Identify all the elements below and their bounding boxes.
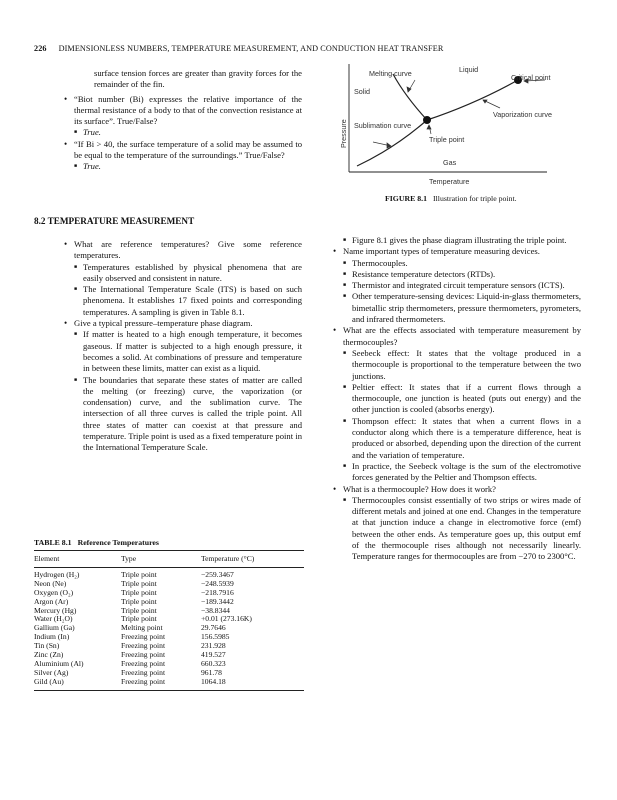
cell-element: Silver (Ag) xyxy=(34,667,69,677)
cell-temperature: +0.01 (273.16K) xyxy=(201,614,252,624)
figure-caption-label: FIGURE 8.1 xyxy=(385,194,428,203)
table-row xyxy=(34,607,304,616)
cell-temperature: −38.8344 xyxy=(201,605,230,615)
cell-temperature: 1064.18 xyxy=(201,678,304,690)
column-header-temperature: Temperature (°C) xyxy=(201,551,304,568)
figure-note: ■ Figure 8.1 gives the phase diagram illustrating the triple point. xyxy=(333,235,581,246)
cell-type: Triple point xyxy=(121,596,157,606)
answer-bi-40: ■ True. xyxy=(64,161,302,172)
cell-temperature: −189.3442 xyxy=(201,596,234,606)
answer-biot: ■ True. xyxy=(64,127,302,138)
device-thermistor: ■ Thermistor and integrated circuit temperature sensors (ICTS). xyxy=(333,280,581,291)
triple-point-marker xyxy=(423,116,431,124)
cell-type: Triple point xyxy=(121,578,157,588)
effect-seebeck: ■ Seebeck effect: It states that the voltage produced in a thermocouple is proportional to the temperature between the two junctions. xyxy=(333,348,581,382)
label-pressure: Pressure xyxy=(339,119,348,148)
cell-element: Water (H₂O) xyxy=(34,614,73,624)
cell-type: Melting point xyxy=(121,623,163,633)
table-row xyxy=(34,624,304,633)
effect-thompson: ■ Thompson effect: It states that when a current flows in a conductor along which there is a temperature difference, heat is produced or absorbed, depending upon the direction of the current and the variation of temperature. xyxy=(333,416,581,461)
table-row xyxy=(34,642,304,651)
label-melting-curve: Melting curve xyxy=(369,69,412,78)
cell-element: Tin (Sn) xyxy=(34,641,60,651)
table-header-row xyxy=(34,551,304,568)
answer-reference-a: ■ Temperatures established by physical phenomena that are easily observed and consistent in nature. xyxy=(64,262,302,285)
cell-temperature: 29.7646 xyxy=(201,623,226,633)
question-effects: • What are the effects associated with temperature measurement by thermocouples? xyxy=(333,325,581,348)
label-triple-point: Triple point xyxy=(429,135,465,144)
cell-type: Freezing point xyxy=(121,650,166,660)
label-liquid: Liquid xyxy=(459,65,479,74)
label-temperature: Temperature xyxy=(429,177,470,186)
cell-temperature: −248.5939 xyxy=(201,578,234,588)
table-row xyxy=(34,580,304,589)
phase-diagram xyxy=(335,62,575,202)
figure-caption-text: Illustration for triple point. xyxy=(433,194,517,203)
page-number: 226 xyxy=(34,44,47,53)
answer-thermocouple: ■ Thermocouples consist essentially of two strips or wires made of different metals and joined at one end. Changes in the temperature at that junction induce a change in electromotive force (emf) between the other ends. As temperature goes up, this output emf of the thermocouple rises although not necessarily linearly. Temperature ranges for thermocouples are from −270 to 2300°C. xyxy=(333,495,581,563)
cell-element: Argon (Ar) xyxy=(34,596,69,606)
table-row xyxy=(34,669,304,678)
cell-type: Triple point xyxy=(121,587,157,597)
question-device-types: • Name important types of temperature measuring devices. xyxy=(333,246,581,257)
cell-type: Freezing point xyxy=(121,641,166,651)
cell-element: Gallium (Ga) xyxy=(34,623,75,633)
cell-temperature: 961.78 xyxy=(201,667,222,677)
column-header-element: Element xyxy=(34,551,121,568)
table-row xyxy=(34,589,304,598)
cell-temperature: −218.7916 xyxy=(201,587,234,597)
question-phase-diagram: • Give a typical pressure–temperature phase diagram. xyxy=(64,318,302,329)
cell-element: Indium (In) xyxy=(34,632,70,642)
label-gas: Gas xyxy=(443,158,457,167)
label-vaporization-curve: Vaporization curve xyxy=(493,110,552,119)
cell-temperature: 231.928 xyxy=(201,641,226,651)
table-row xyxy=(34,567,304,579)
cell-element: Gild (Au) xyxy=(34,678,121,690)
question-reference-temperatures: • What are reference temperatures? Give some reference temperatures. xyxy=(64,239,302,262)
answer-reference-b: ■ The International Temperature Scale (ITS) is based on such phenomena. It establishes 17 fixed points and corresponding temperatures. A sampling is given in Table 8.1. xyxy=(64,284,302,318)
cell-temperature: 156.5985 xyxy=(201,632,230,642)
question-biot: • “Biot number (Bi) expresses the relative importance of the thermal resistance of a body to that of the convection resistance at its surface”. True/False? xyxy=(64,94,302,128)
section-title: 8.2 TEMPERATURE MEASUREMENT xyxy=(34,216,195,226)
cell-temperature: −259.3467 xyxy=(201,569,234,579)
question-bi-40: • “If Bi > 40, the surface temperature of a solid may be assumed to be equal to the temperature of the surroundings.” True/False? xyxy=(64,139,302,162)
answer-phase-a: ■ If matter is heated to a high enough temperature, it becomes gaseous. If matter is subjected to a high enough pressure, it becomes a solid. At combinations of pressure and temperature in between these limits, matter can exist as a liquid. xyxy=(64,329,302,374)
cell-type: Triple point xyxy=(121,614,157,624)
table-caption-label: TABLE 8.1 xyxy=(34,538,72,547)
label-sublimation: Sublimation curve xyxy=(354,121,412,130)
melting-curve xyxy=(393,74,427,120)
cell-element: Aluminium (Al) xyxy=(34,658,84,668)
running-title: DIMENSIONLESS NUMBERS, TEMPERATURE MEASUREMENT, AND CONDUCTION HEAT TRANSFER xyxy=(58,44,444,53)
effect-sum: ■ In practice, the Seebeck voltage is the sum of the electromotive forces generated by the Peltier and Thompson effects. xyxy=(333,461,581,484)
cell-type: Freezing point xyxy=(121,667,166,677)
cell-element: Neon (Ne) xyxy=(34,578,67,588)
cell-type: Triple point xyxy=(121,569,157,579)
device-other: ■ Other temperature-sensing devices: Liquid-in-glass thermometers, bimetallic strip thermometers, pressure thermometers, pyrometers, and infrared thermometers. xyxy=(333,291,581,325)
effect-peltier: ■ Peltier effect: It states that if a current flows through a thermocouple, one junction is heated (puts out energy) and the other junction is cooled (absorbs energy). xyxy=(333,382,581,416)
cell-type: Freezing point xyxy=(121,632,166,642)
cell-type: Triple point xyxy=(121,605,157,615)
cell-type: Freezing point xyxy=(121,658,166,668)
table-caption-text: Reference Temperatures xyxy=(77,538,159,547)
reference-temperatures-table xyxy=(34,550,304,691)
device-thermocouples: ■ Thermocouples. xyxy=(333,258,581,269)
device-rtds: ■ Resistance temperature detectors (RTDs). xyxy=(333,269,581,280)
answer-phase-b: ■ The boundaries that separate these states of matter are called the melting (or freezing) curve, the vaporization (or condensation) curve, and the sublimation curve. The intersection of all three curves is called the triple point. All three states of matter can coexist at that pressure and temperature. Triple point is used as a fixed temperature point in the International Temperature Scale. xyxy=(64,375,302,454)
running-header xyxy=(34,44,594,53)
cell-temperature: 419.527 xyxy=(201,650,226,660)
cell-type: Freezing point xyxy=(121,678,201,690)
label-solid: Solid xyxy=(354,87,370,96)
right-body-text xyxy=(333,235,581,563)
cell-temperature: 660.323 xyxy=(201,658,226,668)
question-thermocouple: • What is a thermocouple? How does it work? xyxy=(333,484,581,495)
left-top-paragraph: surface tension forces are greater than gravity forces for the remainder of the fin. xyxy=(94,68,302,90)
figure-caption xyxy=(385,194,517,203)
cell-element: Mercury (Hg) xyxy=(34,605,77,615)
left-body-text xyxy=(64,239,302,454)
cell-element: Hydrogen (H₂) xyxy=(34,569,80,579)
table-caption xyxy=(34,538,165,547)
table-row xyxy=(34,660,304,669)
table-row xyxy=(34,678,304,690)
left-top-text xyxy=(64,68,302,173)
label-critical-point: Critical point xyxy=(511,73,551,82)
table-row xyxy=(34,633,304,642)
column-header-type: Type xyxy=(121,551,201,568)
cell-element: Oxygen (O₂) xyxy=(34,587,74,597)
cell-element: Zinc (Zn) xyxy=(34,650,64,660)
